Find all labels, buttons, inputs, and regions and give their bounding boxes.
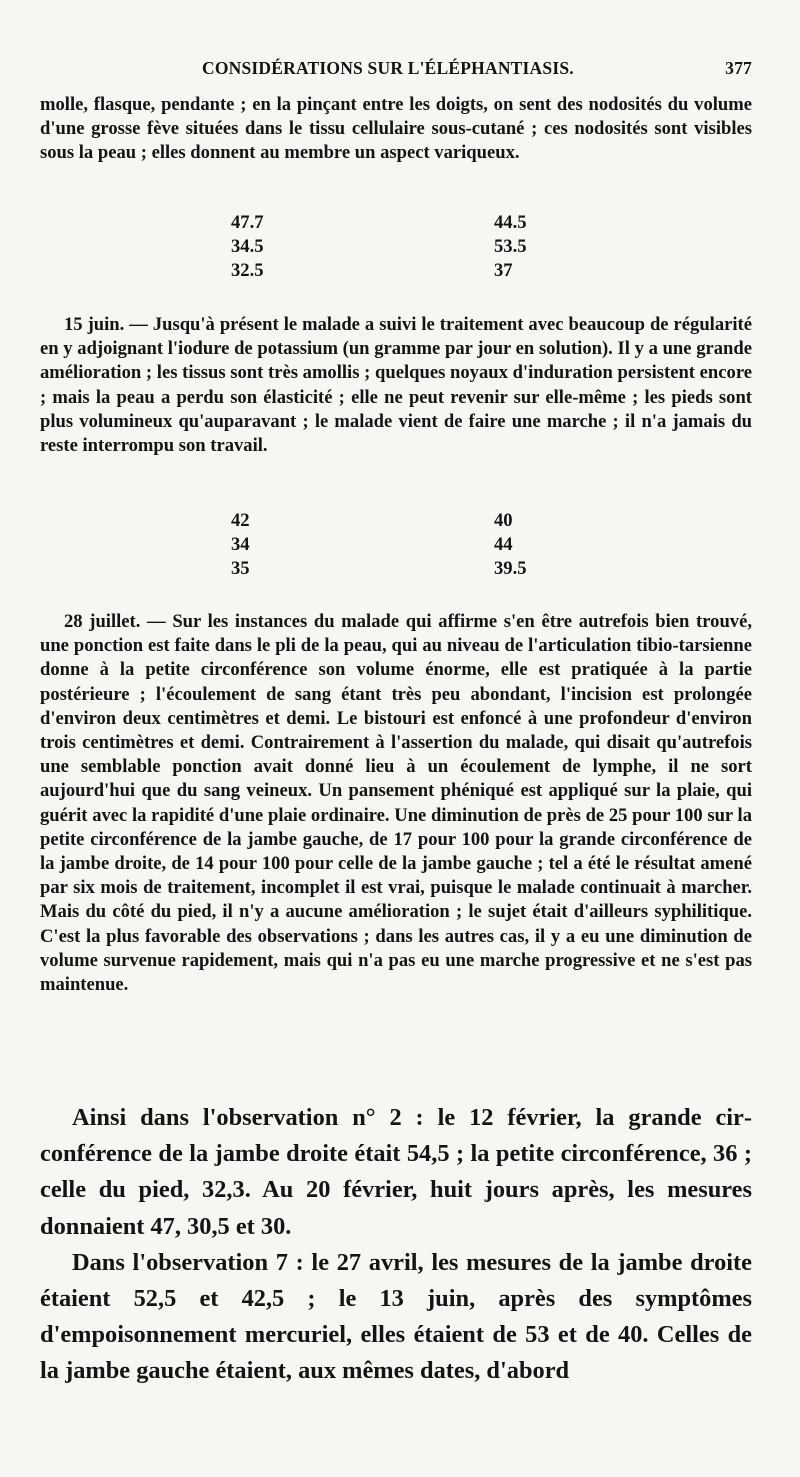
table-cell: 39.5 [494, 558, 527, 579]
table-cell: 37 [494, 260, 513, 281]
table-cell: 44.5 [494, 212, 527, 233]
running-title: CONSIDÉRATIONS SUR L'ÉLÉPHANTIASIS. [202, 58, 574, 78]
table-cell: 34.5 [231, 236, 264, 257]
paragraph-28-juillet [40, 610, 752, 997]
paragraph-15-juin [40, 313, 752, 458]
table-row [0, 534, 800, 558]
table-cell: 40 [494, 510, 513, 531]
running-header [40, 58, 752, 84]
table-cell: 47.7 [231, 212, 264, 233]
paragraph-observation-2: Ainsi dans l'observation n° 2 : le 12 février, la grande circonférence de la jambe droite était 54,5 ; la petite circonférence, 36 ; celle du pied, 32,3. Au 20 février, huit jours après, les mesures donnaient 47, 30,5 et 30. [40, 1104, 752, 1240]
table-row [0, 212, 800, 236]
table-row [0, 558, 800, 582]
table-cell: 32.5 [231, 260, 264, 281]
table-row [0, 236, 800, 260]
paragraph-text: molle, flasque, pendante ; en la pinçant entre les doigts, on sent des nodosités du volume d'une grosse fève situées dans le tissu cellulaire sous-cutané ; ces nodosités sont visibles sous la peau ; elles donnent au membre un aspect variqueux. [40, 94, 752, 164]
table-cell: 53.5 [494, 236, 527, 257]
table-cell: 42 [231, 510, 250, 531]
paragraph-text: 28 juillet. — Sur les instances du malade qui affirme s'en être autrefois bien trouvé, une ponction est faite dans le pli de la peau, qui au niveau de l'articulation tibio-tarsienne donne à la petite circonférence son volume énorme, elle est pratiquée à la partie postérieure ; l'écoulement de sang étant très peu abondant, l'incision est prolongée d'environ deux centimètres et demi. Le bistouri est enfoncé à une profondeur d'environ trois centimètres et demi. Contrairement à l'assertion du malade, qui disait qu'autrefois une semblable ponction avait donné lieu à un écoulement de lymphe, il ne sort aujourd'hui que du sang veineux. Un pansement phéniqué est appliqué sur la plaie, qui guérit avec la rapidité d'une plaie ordinaire. Une diminution de près de 25 pour 100 sur la petite circonférence de la jambe gauche, de 17 pour 100 pour la grande circonférence de la jambe droite, de 14 pour 100 pour celle de la jambe gauche ; tel a été le résultat amené par six mois de traitement, incomplet il est vrai, puisque le malade continuait à marcher. Mais du côté du pied, il n'y a aucune amélioration ; le sujet était d'ailleurs syphilitique. C'est la plus favorable des observations ; dans les autres cas, il y a eu une diminution de volume survenue rapidement, mais qui n'a pas eu une marche progressive et ne s'est pas maintenue. [40, 611, 752, 996]
main-text-block [40, 1100, 752, 1390]
table-cell: 44 [494, 534, 513, 555]
paragraph-continuation [40, 93, 752, 166]
paragraph-observation-7: Dans l'observation 7 : le 27 avril, les mesures de la jambe droite étaient 52,5 et 42,5 ; le 13 juin, après des symptômes d'empoisonnement mercuriel, elles étaient de 53 et de 40. Celles de la jambe gauche étaient, aux mêmes dates, d'abord [40, 1248, 752, 1385]
page-number: 377 [725, 58, 752, 78]
table-cell: 35 [231, 558, 250, 579]
table-cell: 34 [231, 534, 250, 555]
table-row [0, 510, 800, 534]
paragraph-text: 15 juin. — Jusqu'à présent le malade a suivi le traitement avec beaucoup de régularité en y adjoignant l'iodure de potassium (un gramme par jour en solution). Il y a une grande amélioration ; les tissus sont très amollis ; quelques noyaux d'induration persistent encore ; mais la peau a perdu son élasticité ; elle ne peut revenir sur elle-même ; les pieds sont plus volumineux qu'auparavant ; le malade vient de faire une marche ; il n'a jamais du reste interrompu son travail. [40, 314, 752, 457]
table-row [0, 260, 800, 284]
